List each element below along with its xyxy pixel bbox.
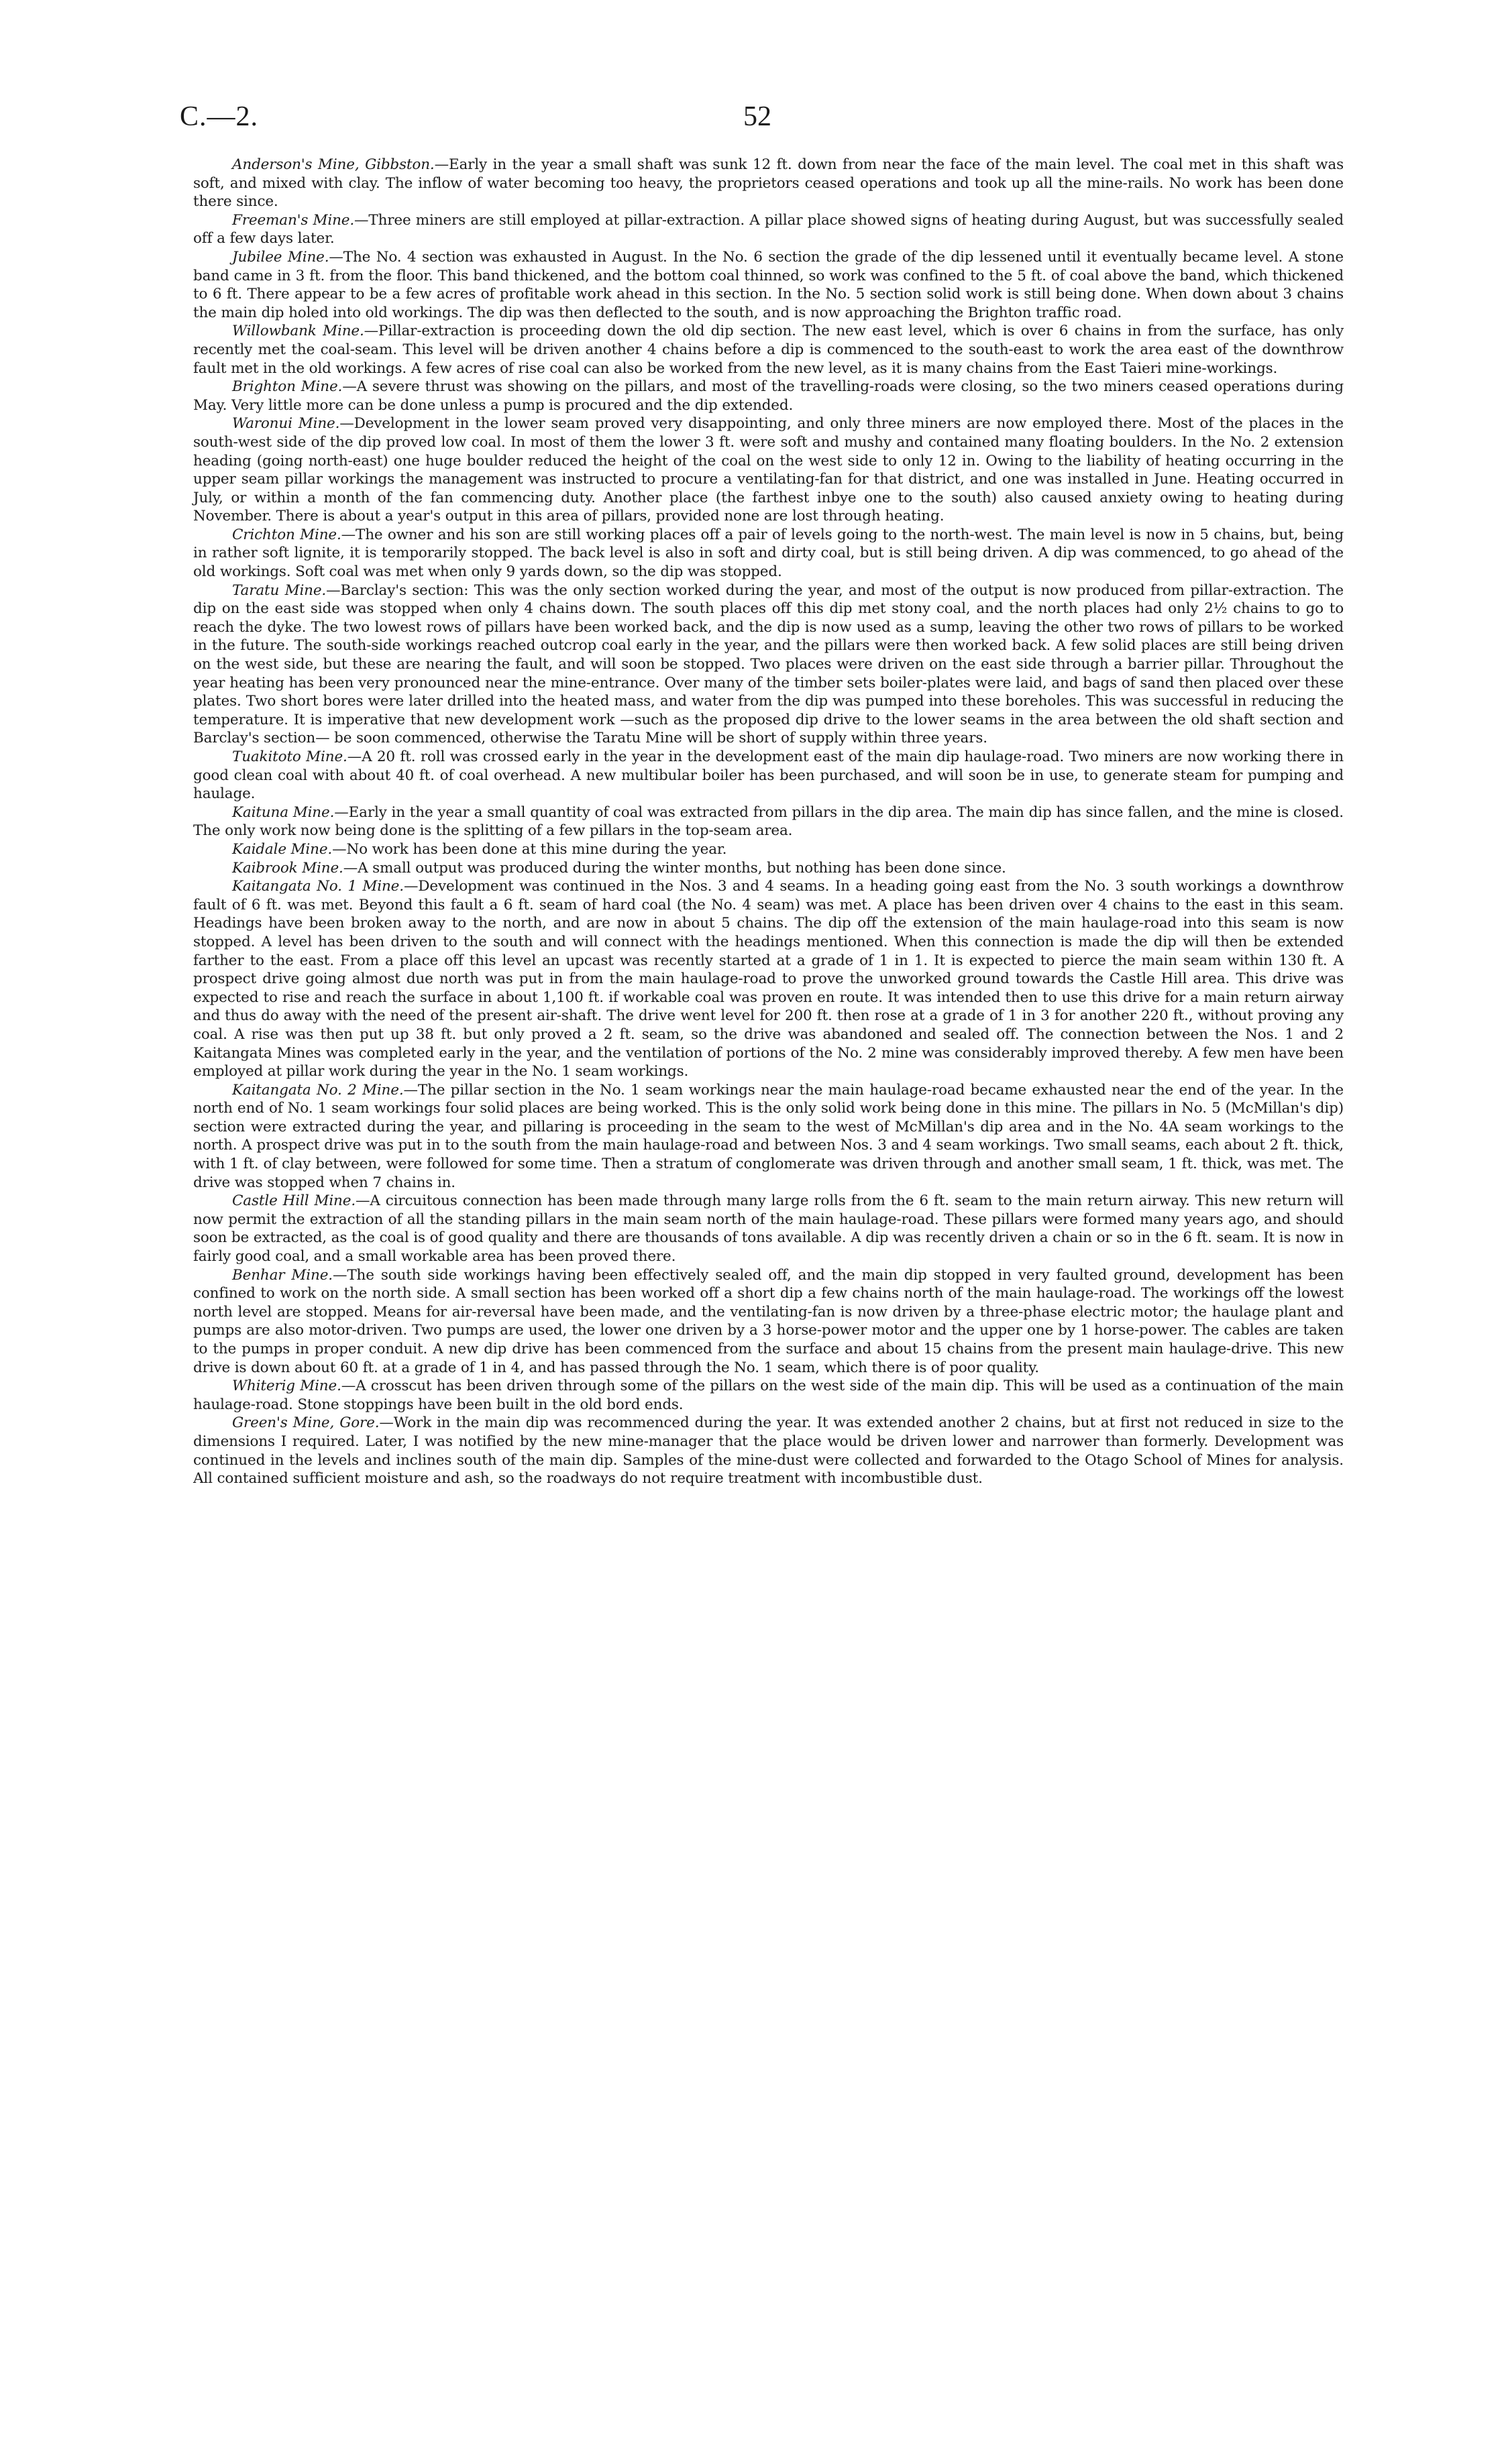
paragraph-text: —The south side workings having been effectively sealed off, and the main dip stopped in very faulted ground, development has been confined to work on the north side. A small section has been worked off a short dip a few chains north of the main haulage-road. The workings off the lowest north level are stopped. Means for air-reversal have been made, and the ventilating-fan is now driven by a three-phase electric motor; the haulage plant and pumps are also motor-driven. Two pumps are used, the lower one driven by a 3 horse-power motor and the upper one by 1 horse-power. The cables are taken to the pumps in proper conduit. A new dip drive has been commenced from the surface and about 15 chains from the present main haulage-drive. This new drive is down about 60 ft. at a grade of 1 in 4, and has passed through the No. 1 seam, which there is of poor quality. [193, 1266, 1344, 1376]
paragraph-kaitangata-no2-mine [193, 1081, 1344, 1192]
paragraph-text: —Development in the lower seam proved very disappointing, and only three miners are now employed there. Most of the places in the south-west side of the dip proved low coal. In most of them the lower 3 ft. were soft and mushy and contained many floating boulders. In the No. 2 extension heading (going north-east) one huge boulder reduced the height of the coal on the west side to only 12 in. Owing to the liability of heating occurring in the upper seam pillar workings the management was instructed to procure a ventilating-fan for that district, and one was installed in June. Heating occurred in July, or within a month of the fan commencing duty. Another place (the farthest inbye one to the south) also caused anxiety owing to heating during November. There is about a year's output in this area of pillars, provided none are lost through heating. [193, 415, 1344, 525]
mine-title: Jubilee Mine. [232, 248, 329, 266]
paragraph-taratu-mine [193, 581, 1344, 748]
mine-title: Whiterig Mine. [232, 1378, 341, 1395]
paragraph-greens-mine-gore [193, 1414, 1344, 1488]
mine-title: Kaibrook Mine. [232, 859, 343, 877]
paragraph-willowbank-mine [193, 322, 1344, 378]
paragraph-freemans-mine [193, 211, 1344, 248]
report-body [193, 156, 1344, 1488]
paragraph-andersons-mine [193, 156, 1344, 211]
paragraph-whiterig-mine [193, 1377, 1344, 1414]
mine-title: Benhar Mine. [232, 1266, 333, 1284]
paragraph-text: —The No. 4 section was exhausted in August. In the No. 6 section the grade of the dip lessened until it eventually became level. A stone band came in 3 ft. from the floor. This band thickened, and the bottom coal thinned, so work was confined to the 5 ft. of coal above the band, which thickened to 6 ft. There appear to be a few acres of profitable work ahead in this section. In the No. 5 section solid work is still being done. When down about 3 chains the main dip holed into old workings. The dip was then deflected to the south, and is now approaching the Brighton traffic road. [193, 248, 1344, 321]
mine-title: Brighton Mine. [232, 378, 343, 396]
mine-title: Castle Hill Mine. [232, 1192, 356, 1210]
paragraph-text: —A severe thrust was showing on the pillars, and most of the travelling-roads were closing, so the two miners ceased operations during May. Very little more can be done unless a pump is procured and the dip extended. [193, 378, 1344, 414]
page-number: 52 [743, 101, 771, 132]
paragraph-text: —The pillar section in the No. 1 seam workings near the main haulage-road became exhausted near the end of the year. In the north end of No. 1 seam workings four solid places are being worked. This is the only solid work being done in this mine. The pillars in No. 5 (McMillan's dip) section were extracted during the year, and pillaring is proceeding in the seam to the west of McMillan's dip area and in the No. 4A seam workings to the north. A prospect drive was put in to the south from the main haulage-road and between Nos. 3 and 4 seam workings. Two small seams, each about 2 ft. thick, with 1 ft. of clay between, were followed for some time. Then a stratum of conglomerate was driven through and another small seam, 1 ft. thick, was met. The drive was stopped when 7 chains in. [193, 1081, 1344, 1191]
mine-title: Green's Mine, Gore. [232, 1414, 380, 1432]
paragraph-text: —A 20 ft. roll was crossed early in the year in the development east of the main dip haulage-road. Two miners are now working there in good clean coal with about 40 ft. of coal overhead. A new multibular boiler has been purchased, and will soon be in use, to generate steam for pumping and haulage. [193, 748, 1344, 803]
paragraph-text: —A circuitous connection has been made through many large rolls from the 6 ft. seam to the main return airway. This new return will now permit the extraction of all the standing pillars in the main seam north of the main haulage-road. These pillars were formed many years ago, and should soon be extracted, as the coal is of good quality and there are thousands of tons available. A dip was recently driven a chain or so in the 6 ft. seam. It is now in fairly good coal, and a small workable area has been proved there. [193, 1192, 1344, 1266]
paragraph-text: —A small output was produced during the winter months, but nothing has been done since. [343, 859, 1006, 877]
paragraph-brighton-mine [193, 378, 1344, 414]
paragraph-tuakitoto-mine [193, 748, 1344, 803]
document-page [180, 101, 1344, 1488]
paragraph-benhar-mine [193, 1266, 1344, 1378]
mine-title: Willowbank Mine. [232, 323, 364, 340]
mine-title: Kaitangata No. 1 Mine. [232, 878, 404, 895]
paragraph-kaidale-mine [193, 840, 1344, 859]
mine-title: Taratu Mine. [232, 581, 327, 599]
paragraph-text: —Work in the main dip was recommenced during the year. It was extended another 2 chains, but at first not reduced in size to the dimensions I required. Later, I was notified by the new mine-manager that the place would be driven lower and narrower than formerly. Development was continued in the levels and inclines south of the main dip. Samples of the mine-dust were collected and forwarded to the Otago School of Mines for analysis. All contained sufficient moisture and ash, so the roadways do not require treatment with incombustible dust. [193, 1414, 1344, 1488]
mine-title: Crichton Mine. [232, 526, 341, 543]
paragraph-text: —The owner and his son are still working places off a pair of levels going to the north-west. The main level is now in 5 chains, but, being in rather soft lignite, it is temporarily stopped. The back level is also in soft and dirty coal, but is still being driven. A dip was commenced, to go ahead of the old workings. Soft coal was met when only 9 yards down, so the dip was stopped. [193, 526, 1344, 581]
mine-title: Anderson's Mine, Gibbston. [232, 156, 435, 173]
paragraph-kaibrook-mine [193, 859, 1344, 878]
mine-title: Waronui Mine. [232, 415, 340, 433]
page-header [180, 101, 1344, 144]
paragraph-text: —A crosscut has been driven through some of the pillars on the west side of the main dip. This will be used as a continuation of the main haulage-road. Stone stoppings have been built in the old bord ends. [193, 1378, 1344, 1413]
mine-title: Kaituna Mine. [232, 803, 335, 821]
paragraph-waronui-mine [193, 414, 1344, 526]
paragraph-text: —Early in the year a small quantity of coal was extracted from pillars in the dip area. The main dip has since fallen, and the mine is closed. The only work now being done is the splitting of a few pillars in the top-seam area. [193, 803, 1344, 840]
document-reference: C.—2. [180, 101, 259, 132]
paragraph-text: —Barclay's section: This was the only section worked during the year, and most of the output is now produced from pillar-extraction. The dip on the east side was stopped when only 4 chains down. The south places off this dip met stony coal, and the north places had only 2½ chains to go to reach the dyke. The two lowest rows of pillars have been worked back, and the dip is now used as a sump, leaving the other two rows of pillars to be worked in the future. The south-side workings reached outcrop coal early in the year, and the pillars were then worked back. A few solid places are still being driven on the west side, but these are nearing the fault, and will soon be stopped. Two places were driven on the east side through a barrier pillar. Throughout the year heating has been very pronounced near the mine-entrance. Over many of the timber sets boiler-plates were laid, and bags of sand then placed over these plates. Two short bores were later drilled into the heated mass, and water from the dip was pumped into these boreholes. This was successful in reducing the temperature. It is imperative that new development work —such as the proposed dip drive to the lower seams in the area between the old shaft section and Barclay's section— be soon commenced, otherwise the Taratu Mine will be short of supply within three years. [193, 581, 1344, 747]
paragraph-jubilee-mine [193, 248, 1344, 322]
paragraph-castle-hill-mine [193, 1192, 1344, 1266]
paragraph-text: —Development was continued in the Nos. 3 and 4 seams. In a heading going east from the No. 3 south workings a downthrow fault of 6 ft. was met. Beyond this fault a 6 ft. seam of hard coal (the No. 4 seam) was met. A place has been driven over 4 chains to the east in this seam. Headings have been broken away to the north, and are now in about 5 chains. The dip off the extension of the main haulage-road into this seam is now stopped. A level has been driven to the south and will connect with the headings mentioned. When this connection is made the dip will then be extended farther to the east. From a place off this level an upcast was recently started at a grade of 1 in 1. It is expected to pierce the main seam within 130 ft. A prospect drive going almost due north was put in from the main haulage-road to prove the unworked ground towards the Castle Hill area. This drive was expected to rise and reach the surface in about 1,100 ft. if workable coal was proven en route. It was intended then to use this drive for a main return airway and thus do away with the need of the present air-shaft. The drive went level for 200 ft. then rose at a grade of 1 in 3 for another 220 ft., without proving any coal. A rise was then put up 38 ft. but only proved a 2 ft. seam, so the drive was abandoned and sealed off. The connection between the Nos. 1 and 2 Kaitangata Mines was completed early in the year, and the ventilation of portions of the No. 2 mine was considerably improved thereby. A few men have been employed at pillar work during the year in the No. 1 seam workings. [193, 878, 1344, 1080]
paragraph-text: —No work has been done at this mine during the year. [332, 840, 727, 858]
mine-title: Kaidale Mine. [232, 840, 333, 858]
mine-title: Freeman's Mine. [232, 211, 355, 229]
paragraph-text: —Three miners are still employed at pillar-extraction. A pillar place showed signs of heating during August, but was successfully sealed off a few days later. [193, 211, 1344, 247]
paragraph-text: —Pillar-extraction is proceeding down the old dip section. The new east level, which is over 6 chains in from the surface, has only recently met the coal-seam. This level will be driven another 4 chains before a dip is commenced to the south-east to work the area east of the downthrow fault met in the old workings. A few acres of rise coal can also be worked from the new level, as it is many chains from the East Taieri mine-workings. [193, 323, 1344, 377]
paragraph-text: —Early in the year a small shaft was sunk 12 ft. down from near the face of the main level. The coal met in this shaft was soft, and mixed with clay. The inflow of water becoming too heavy, the proprietors ceased operations and took up all the mine-rails. No work has been done there since. [193, 156, 1344, 211]
mine-title: Tuakitoto Mine. [232, 748, 347, 765]
paragraph-kaituna-mine [193, 803, 1344, 840]
paragraph-kaitangata-no1-mine [193, 877, 1344, 1081]
paragraph-crichton-mine [193, 526, 1344, 581]
mine-title: Kaitangata No. 2 Mine. [232, 1081, 404, 1099]
